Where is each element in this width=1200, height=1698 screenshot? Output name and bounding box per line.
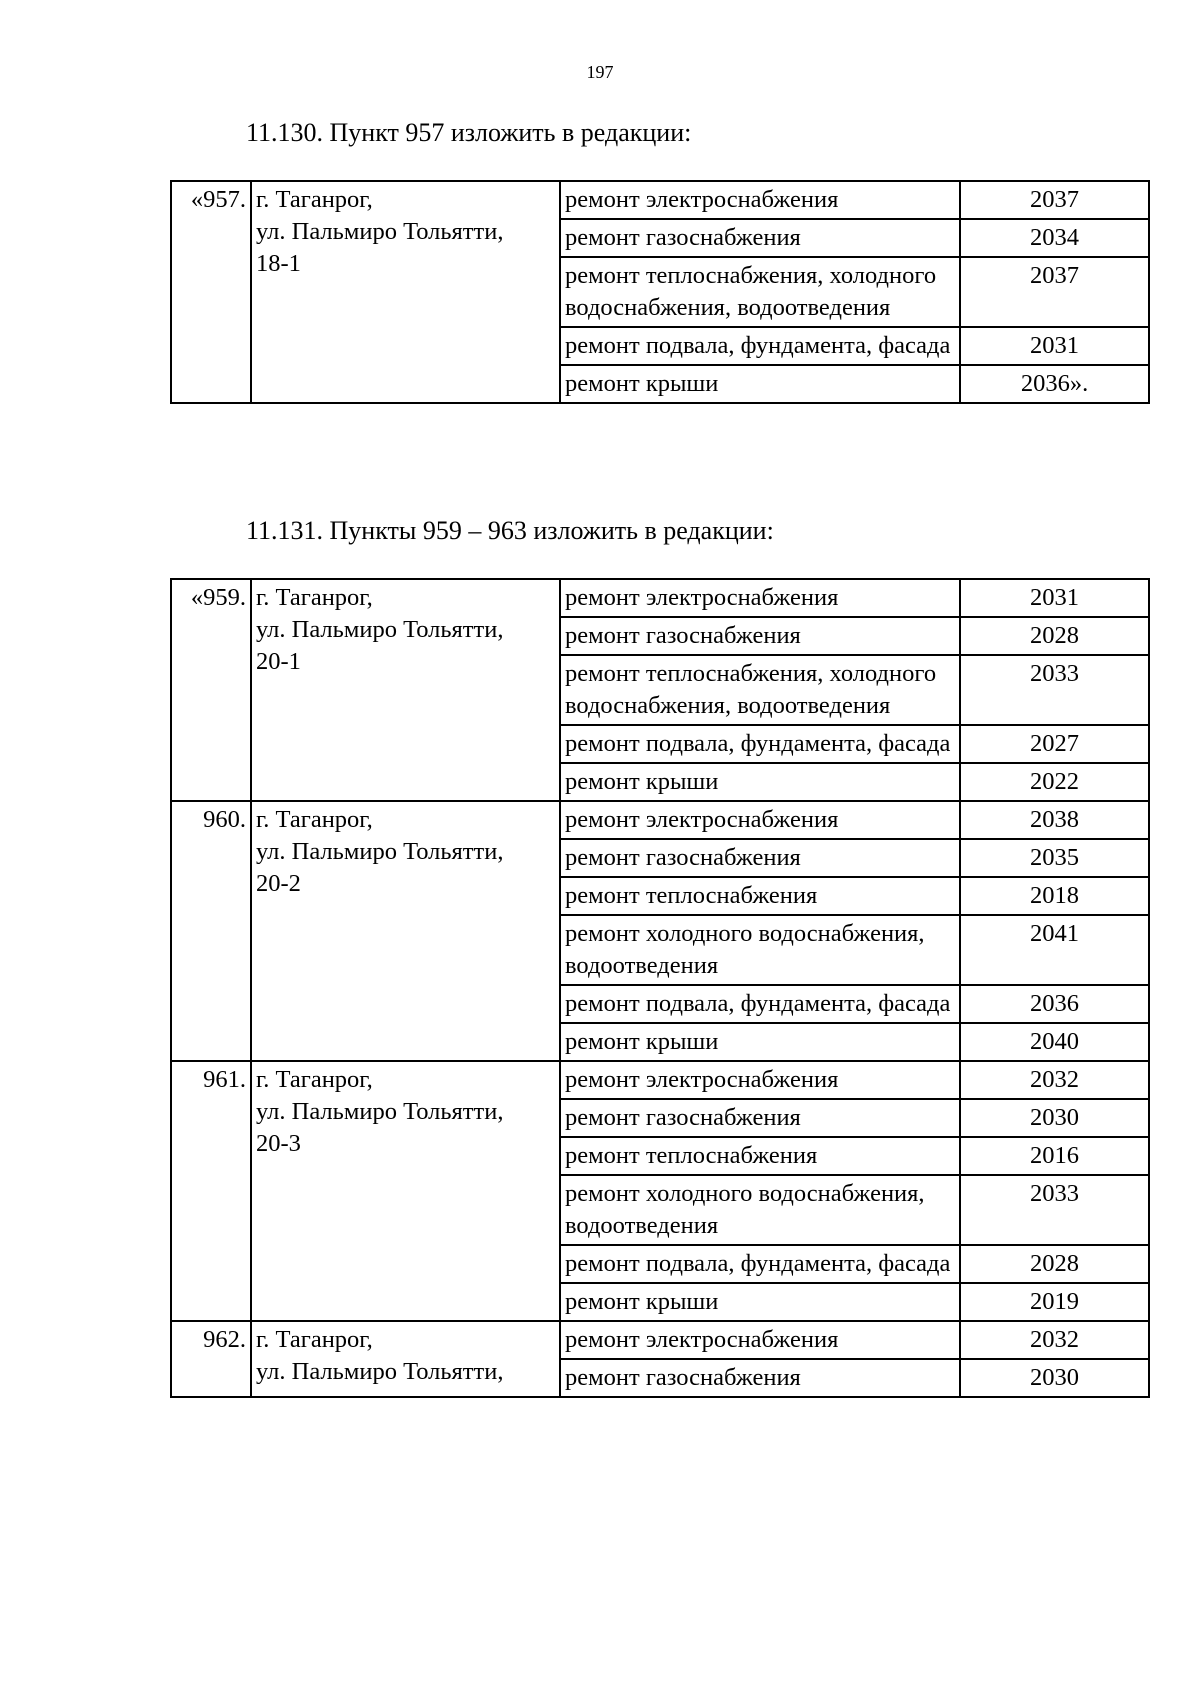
address-line: г. Таганрог,: [256, 584, 373, 611]
address-line: ул. Пальмиро Тольятти,: [256, 1358, 504, 1385]
item-number: 960.: [171, 801, 251, 1061]
year-cell: 2034: [960, 219, 1149, 257]
year-cell: 2032: [960, 1321, 1149, 1359]
work-type-cell: ремонт холодного водоснабжения, водоотведения: [560, 1175, 960, 1245]
section-heading-1: 11.130. Пункт 957 изложить в редакции:: [246, 118, 692, 147]
work-type-cell: ремонт электроснабжения: [560, 1321, 960, 1359]
address-cell: [251, 579, 560, 801]
address-cell: [251, 1061, 560, 1321]
work-type-cell: ремонт теплоснабжения, холодного водоснабжения, водоотведения: [560, 655, 960, 725]
address-cell: [251, 801, 560, 1061]
year-cell: 2022: [960, 763, 1149, 801]
year-cell: 2030: [960, 1099, 1149, 1137]
work-type-cell: ремонт крыши: [560, 763, 960, 801]
work-type-cell: ремонт теплоснабжения, холодного водоснабжения, водоотведения: [560, 257, 960, 327]
address-line: ул. Пальмиро Тольятти,: [256, 218, 504, 245]
table-row: [171, 579, 1149, 617]
year-cell: 2036».: [960, 365, 1149, 403]
work-type-cell: ремонт газоснабжения: [560, 617, 960, 655]
year-cell: 2030: [960, 1359, 1149, 1397]
year-cell: 2041: [960, 915, 1149, 985]
year-cell: 2019: [960, 1283, 1149, 1321]
year-cell: 2016: [960, 1137, 1149, 1175]
address-line: г. Таганрог,: [256, 1066, 373, 1093]
year-cell: 2033: [960, 1175, 1149, 1245]
year-cell: 2038: [960, 801, 1149, 839]
address-line: ул. Пальмиро Тольятти,: [256, 1098, 504, 1125]
table-row: [171, 1321, 1149, 1359]
year-cell: 2031: [960, 327, 1149, 365]
address-line: г. Таганрог,: [256, 1326, 373, 1353]
year-cell: 2028: [960, 1245, 1149, 1283]
address-cell: [251, 181, 560, 403]
work-type-cell: ремонт подвала, фундамента, фасада: [560, 985, 960, 1023]
work-type-cell: ремонт подвала, фундамента, фасада: [560, 1245, 960, 1283]
work-type-cell: ремонт холодного водоснабжения, водоотведения: [560, 915, 960, 985]
work-type-cell: ремонт электроснабжения: [560, 801, 960, 839]
address-line: г. Таганрог,: [256, 806, 373, 833]
edit-table-2: [170, 578, 1150, 1398]
address-line: 20-2: [256, 870, 301, 897]
year-cell: 2018: [960, 877, 1149, 915]
work-type-cell: ремонт электроснабжения: [560, 1061, 960, 1099]
table-row: [171, 1061, 1149, 1099]
work-type-cell: ремонт газоснабжения: [560, 1099, 960, 1137]
item-number: 962.: [171, 1321, 251, 1397]
work-type-cell: ремонт подвала, фундамента, фасада: [560, 725, 960, 763]
work-type-cell: ремонт подвала, фундамента, фасада: [560, 327, 960, 365]
work-type-cell: ремонт теплоснабжения: [560, 877, 960, 915]
work-type-cell: ремонт электроснабжения: [560, 579, 960, 617]
work-type-cell: ремонт крыши: [560, 1023, 960, 1061]
year-cell: 2031: [960, 579, 1149, 617]
work-type-cell: ремонт теплоснабжения: [560, 1137, 960, 1175]
year-cell: 2028: [960, 617, 1149, 655]
work-type-cell: ремонт газоснабжения: [560, 1359, 960, 1397]
work-type-cell: ремонт крыши: [560, 1283, 960, 1321]
year-cell: 2037: [960, 181, 1149, 219]
address-line: 18-1: [256, 250, 301, 277]
address-line: ул. Пальмиро Тольятти,: [256, 838, 504, 865]
table-row: [171, 801, 1149, 839]
year-cell: 2036: [960, 985, 1149, 1023]
item-number: 961.: [171, 1061, 251, 1321]
address-cell: [251, 1321, 560, 1397]
work-type-cell: ремонт газоснабжения: [560, 219, 960, 257]
address-line: ул. Пальмиро Тольятти,: [256, 616, 504, 643]
work-type-cell: ремонт крыши: [560, 365, 960, 403]
year-cell: 2040: [960, 1023, 1149, 1061]
work-type-cell: ремонт газоснабжения: [560, 839, 960, 877]
address-line: 20-3: [256, 1130, 301, 1157]
item-number: «957.: [171, 181, 251, 403]
year-cell: 2037: [960, 257, 1149, 327]
year-cell: 2032: [960, 1061, 1149, 1099]
address-line: 20-1: [256, 648, 301, 675]
edit-table-1: [170, 180, 1150, 404]
table-row: [171, 181, 1149, 219]
section-heading-2: 11.131. Пункты 959 – 963 изложить в редакции:: [246, 516, 774, 545]
work-type-cell: ремонт электроснабжения: [560, 181, 960, 219]
address-line: г. Таганрог,: [256, 186, 373, 213]
item-number: «959.: [171, 579, 251, 801]
year-cell: 2027: [960, 725, 1149, 763]
year-cell: 2033: [960, 655, 1149, 725]
page-number: 197: [586, 62, 614, 82]
year-cell: 2035: [960, 839, 1149, 877]
